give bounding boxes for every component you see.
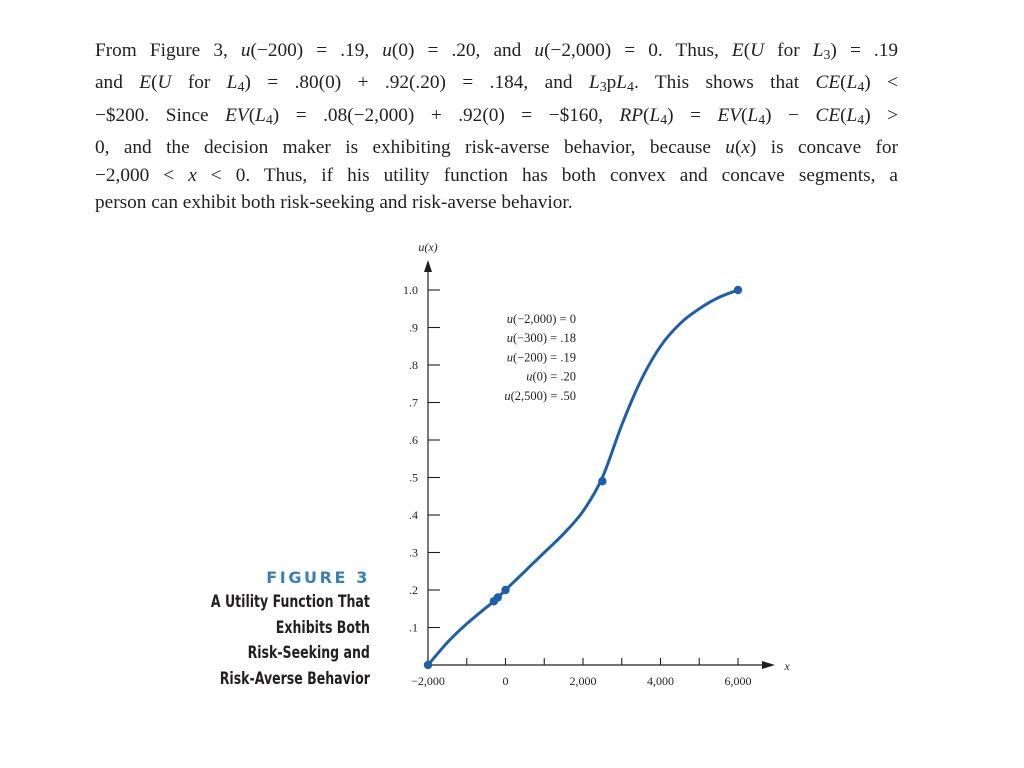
paragraph-line-6 <box>95 189 898 216</box>
math-run: E <box>731 40 744 61</box>
data-point <box>501 586 509 594</box>
x-axis-arrow <box>762 661 775 669</box>
curve-layer <box>428 290 738 665</box>
subscript: 4 <box>265 112 273 128</box>
body-paragraph <box>95 37 898 217</box>
text-run: −2,000 < <box>95 164 189 186</box>
subscript: 3 <box>599 80 607 96</box>
labels-layer <box>403 240 790 688</box>
math-run: L <box>649 104 661 126</box>
math-run: L <box>812 40 824 61</box>
y-tick-label: .4 <box>409 508 418 522</box>
subscript: 4 <box>627 80 634 96</box>
text-run: (0) = .20, and <box>391 40 535 61</box>
math-run: U <box>750 40 765 61</box>
text-run: 0, and the decision maker is exhibiting risk-averse behavior, because <box>95 137 726 159</box>
paragraph-line-4 <box>95 134 898 161</box>
math-run: L <box>846 104 858 126</box>
y-tick-label: .7 <box>409 395 418 410</box>
annotation-fn: u <box>526 369 533 384</box>
text-run: ( <box>151 72 158 94</box>
subscript: 4 <box>660 112 668 128</box>
text-run: ) < <box>864 72 898 94</box>
math-run: L <box>846 72 858 94</box>
math-run: x <box>188 164 197 186</box>
math-run: L <box>616 72 627 94</box>
annotation-value: (0) = .20 <box>532 369 576 384</box>
math-run: L <box>255 104 266 126</box>
math-run: EV <box>225 104 249 126</box>
text-run: and <box>95 72 140 94</box>
text-run: From Figure 3, <box>95 40 241 61</box>
y-tick-label: .6 <box>409 433 418 447</box>
y-axis-label: u(x) <box>418 240 438 254</box>
x-tick-label: −2,000 <box>411 674 445 688</box>
math-run: u <box>240 40 251 61</box>
annotation-value: (2,500) = .50 <box>510 388 576 403</box>
figure-title-line: Risk-Seeking and <box>247 643 370 663</box>
text-run: (−200) = .19, <box>250 40 383 61</box>
x-axis-label: x <box>784 659 790 673</box>
text-run: ( <box>248 104 256 126</box>
x-tick-label: 0 <box>502 674 509 688</box>
figure-caption <box>176 568 370 692</box>
paragraph-line-1 <box>95 37 898 69</box>
data-point <box>494 593 502 601</box>
text-run: ) = .19 <box>830 40 899 61</box>
math-run: EV <box>717 104 742 126</box>
annotation-fn: u <box>506 312 513 326</box>
figure-label: FIGURE 3 <box>266 568 370 587</box>
annotation-label <box>507 350 576 364</box>
y-axis-arrow <box>424 260 432 272</box>
text-run: . This shows that <box>633 72 816 94</box>
math-run: CE <box>815 104 841 126</box>
text-run: person can exhibit both risk-seeking and risk-averse behavior. <box>95 192 573 214</box>
annotation-label <box>507 312 576 326</box>
annotation-label <box>504 389 576 403</box>
annotation-fn: u <box>506 331 513 346</box>
text-run: ( <box>840 104 847 126</box>
y-tick-label: .1 <box>409 620 418 635</box>
y-tick-label: .8 <box>409 358 418 372</box>
y-tick-label: .5 <box>409 470 418 485</box>
data-point <box>490 597 498 605</box>
x-tick-label: 4,000 <box>647 674 674 688</box>
text-run: ( <box>743 40 751 61</box>
subscript: 4 <box>758 112 766 128</box>
text-run: ) = <box>667 104 718 126</box>
figure-title-line: Risk-Averse Behavior <box>219 668 370 689</box>
math-run: L <box>588 72 600 94</box>
y-tick-label: .9 <box>409 320 418 335</box>
math-run: u <box>382 40 392 61</box>
data-point <box>424 661 432 669</box>
x-tick-label: 2,000 <box>569 674 597 688</box>
text-run: (−2,000) = 0. Thus, <box>544 40 732 61</box>
text-run: ) > <box>864 104 898 126</box>
text-run: p <box>606 72 617 94</box>
y-tick-label: .3 <box>409 545 418 560</box>
annotation-label <box>507 331 576 345</box>
x-tick-label: 6,000 <box>724 674 752 688</box>
text-run: for <box>764 40 813 61</box>
text-run: ) = .08(−2,000) + .92(0) = −$160, <box>272 104 620 126</box>
math-run: CE <box>815 72 841 94</box>
annotation-fn: u <box>504 388 511 403</box>
text-run: < 0. Thus, if his utility function has both convex and concave segments, a <box>196 164 898 186</box>
math-run: u <box>534 40 545 61</box>
paragraph-line-3 <box>95 102 898 134</box>
points-layer <box>424 286 742 669</box>
y-tick-label: .2 <box>409 583 418 597</box>
math-run: L <box>747 104 759 126</box>
text-run: ( <box>734 137 742 159</box>
data-point <box>598 477 606 485</box>
paragraph-line-5 <box>95 162 898 189</box>
subscript: 4 <box>237 80 245 96</box>
annotation-value: (−200) = .19 <box>512 350 576 365</box>
figure-title-line: A Utility Function That <box>211 592 370 612</box>
subscript: 4 <box>857 112 865 128</box>
text-run: ( <box>741 104 748 126</box>
axes <box>424 260 775 669</box>
utility-curve <box>428 290 738 665</box>
text-run: for <box>171 72 227 94</box>
data-point <box>734 286 742 294</box>
annotation-label <box>526 370 576 384</box>
text-run: ( <box>840 72 847 94</box>
math-run: RP <box>619 104 644 126</box>
math-run: x <box>741 137 750 159</box>
text-run: ) = .80(0) + .92(.20) = .184, and <box>244 72 589 94</box>
annotation-value: (−300) = .18 <box>512 331 576 346</box>
annotation-fn: u <box>506 350 513 365</box>
subscript: 4 <box>857 80 865 96</box>
text-run: ) is concave for <box>749 137 898 159</box>
math-run: u <box>725 137 735 159</box>
math-run: L <box>226 72 238 94</box>
paragraph-line-2 <box>95 69 898 101</box>
y-tick-label: 1.0 <box>403 283 418 297</box>
text-run: ) − <box>765 104 816 126</box>
text-run: ( <box>643 104 650 126</box>
figure-title-line: Exhibits Both <box>275 617 370 638</box>
text-run: −$200. Since <box>95 104 226 126</box>
annotation-value: (−2,000) = 0 <box>512 312 576 326</box>
subscript: 3 <box>823 48 831 64</box>
math-run: U <box>157 72 172 94</box>
math-run: E <box>139 72 152 94</box>
